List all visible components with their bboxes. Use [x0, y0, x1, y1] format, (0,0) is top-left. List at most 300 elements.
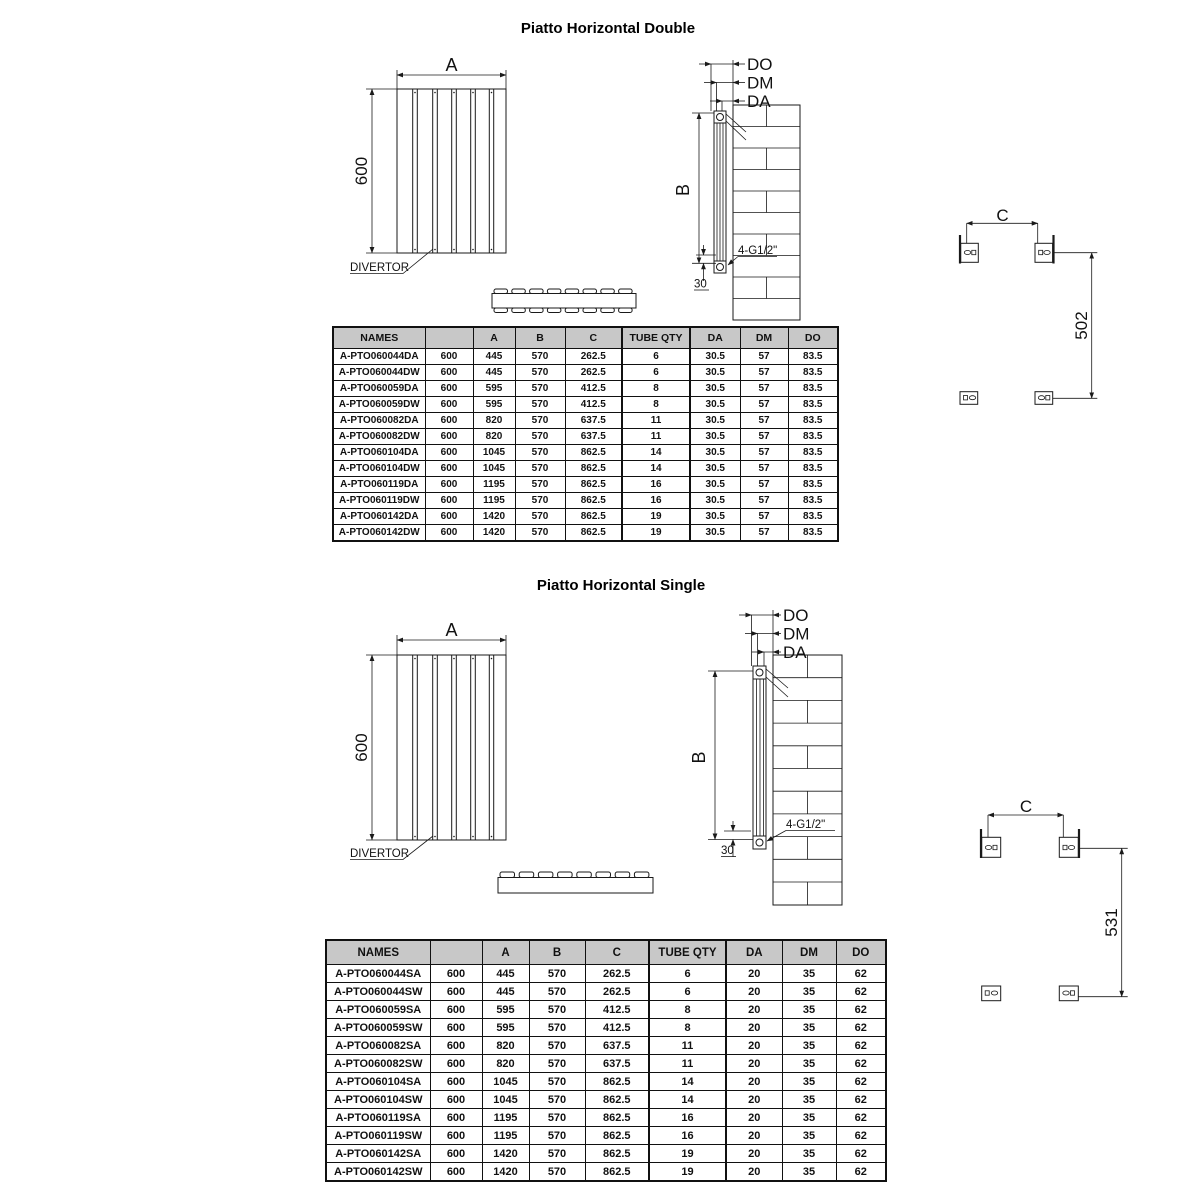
cell-value: 445: [482, 965, 529, 983]
cell-value: 600: [425, 445, 473, 461]
table-row: [333, 525, 838, 542]
connection-label: 4-G1/2": [786, 819, 826, 831]
cell-model-name: A-PTO060044SA: [326, 965, 430, 983]
cell-value: 412.5: [585, 1001, 649, 1019]
cell-value: 35: [782, 1019, 836, 1037]
dim-label-c: C: [1019, 797, 1033, 816]
column-header: NAMES: [333, 327, 425, 349]
cell-value: 862.5: [585, 1145, 649, 1163]
dim-label-30: 30: [694, 278, 707, 291]
cell-value: 570: [515, 461, 565, 477]
column-header: DM: [782, 940, 836, 965]
table-header-row: [333, 327, 838, 349]
cell-value: 62: [836, 1163, 886, 1182]
table-row: [333, 493, 838, 509]
cell-value: 600: [425, 397, 473, 413]
cell-model-name: A-PTO060082SA: [326, 1037, 430, 1055]
dim-label-do: DO: [783, 606, 809, 625]
cell-value: 20: [726, 1145, 782, 1163]
top-view-fins: [500, 872, 649, 878]
cell-model-name: A-PTO060059SA: [326, 1001, 430, 1019]
cell-model-name: A-PTO060059DW: [333, 397, 425, 413]
table-row: [326, 1163, 886, 1182]
front-view-drawing-double: [340, 55, 515, 280]
cell-value: 14: [649, 1073, 726, 1091]
table-row: [326, 983, 886, 1001]
bracket-diagram-double: [953, 203, 1101, 409]
dimension-b: [689, 671, 753, 840]
cell-value: 62: [836, 1019, 886, 1037]
dimension-30: [721, 821, 751, 857]
cell-value: 35: [782, 1037, 836, 1055]
table-row: [326, 1073, 886, 1091]
cell-value: 862.5: [565, 445, 622, 461]
cell-value: 862.5: [565, 525, 622, 542]
top-view-drawing-single: [495, 869, 655, 897]
cell-value: 570: [515, 525, 565, 542]
cell-value: 57: [740, 381, 788, 397]
cell-value: 570: [515, 365, 565, 381]
cell-value: 862.5: [585, 1091, 649, 1109]
dimension-do-dm-da: [739, 606, 809, 666]
cell-value: 20: [726, 1163, 782, 1182]
cell-value: 62: [836, 1055, 886, 1073]
cell-value: 35: [782, 1091, 836, 1109]
cell-value: 600: [430, 1163, 482, 1182]
radiator-front-panel: [397, 89, 506, 253]
table-row: [333, 381, 838, 397]
cell-value: 83.5: [788, 381, 838, 397]
column-header: C: [585, 940, 649, 965]
cell-model-name: A-PTO060044SW: [326, 983, 430, 1001]
cell-value: 570: [529, 1127, 585, 1145]
cell-value: 412.5: [585, 1019, 649, 1037]
wall-bracket-bottom-left: [982, 986, 1001, 1001]
cell-value: 600: [425, 477, 473, 493]
cell-value: 20: [726, 1109, 782, 1127]
cell-value: 20: [726, 1091, 782, 1109]
column-header: NAMES: [326, 940, 430, 965]
cell-value: 83.5: [788, 477, 838, 493]
cell-value: 637.5: [585, 1055, 649, 1073]
cell-model-name: A-PTO060104DW: [333, 461, 425, 477]
cell-value: 16: [649, 1127, 726, 1145]
cell-value: 62: [836, 1001, 886, 1019]
table-row: [333, 461, 838, 477]
column-header: [430, 940, 482, 965]
cell-value: 62: [836, 1091, 886, 1109]
cell-value: 20: [726, 1127, 782, 1145]
divertor-label: DIVERTOR: [350, 262, 410, 274]
cell-value: 862.5: [565, 477, 622, 493]
cell-model-name: A-PTO060142SA: [326, 1145, 430, 1163]
table-row: [326, 1037, 886, 1055]
cell-value: 600: [425, 493, 473, 509]
cell-value: 30.5: [690, 461, 740, 477]
cell-value: 19: [622, 509, 690, 525]
cell-model-name: A-PTO060104SW: [326, 1091, 430, 1109]
divertor-label: DIVERTOR: [350, 848, 410, 860]
cell-value: 30.5: [690, 445, 740, 461]
cell-value: 595: [473, 397, 515, 413]
table-row: [326, 1109, 886, 1127]
cell-model-name: A-PTO060119SW: [326, 1127, 430, 1145]
side-view-drawing-double: [674, 52, 804, 324]
column-header: A: [473, 327, 515, 349]
column-header: DO: [788, 327, 838, 349]
cell-value: 57: [740, 413, 788, 429]
cell-value: 600: [430, 1001, 482, 1019]
cell-value: 1195: [482, 1109, 529, 1127]
cell-value: 412.5: [565, 397, 622, 413]
cell-value: 30.5: [690, 477, 740, 493]
cell-value: 19: [622, 525, 690, 542]
table-row: [326, 1055, 886, 1073]
dim-label-b: B: [689, 751, 709, 764]
spec-table-double: [332, 326, 839, 542]
dimension-do-dm-da: [699, 55, 773, 111]
table-row: [333, 349, 838, 365]
cell-value: 862.5: [585, 1073, 649, 1091]
cell-value: 1195: [473, 493, 515, 509]
cell-value: 16: [622, 493, 690, 509]
cell-value: 600: [430, 1109, 482, 1127]
cell-value: 570: [529, 1019, 585, 1037]
cell-value: 62: [836, 1127, 886, 1145]
cell-value: 570: [529, 1091, 585, 1109]
cell-model-name: A-PTO060059DA: [333, 381, 425, 397]
cell-value: 19: [649, 1163, 726, 1182]
cell-value: 600: [425, 349, 473, 365]
spec-table-single: [325, 939, 887, 1182]
cell-value: 30.5: [690, 525, 740, 542]
dim-label-502: 502: [1072, 311, 1091, 340]
cell-value: 1195: [473, 477, 515, 493]
cell-value: 8: [622, 381, 690, 397]
cell-value: 595: [482, 1019, 529, 1037]
cell-value: 570: [515, 445, 565, 461]
cell-value: 820: [482, 1037, 529, 1055]
cell-value: 445: [482, 983, 529, 1001]
cell-value: 600: [430, 1073, 482, 1091]
cell-value: 30.5: [690, 381, 740, 397]
table-row: [333, 365, 838, 381]
column-header: DA: [690, 327, 740, 349]
cell-model-name: A-PTO060104DA: [333, 445, 425, 461]
cell-value: 16: [622, 477, 690, 493]
cell-value: 35: [782, 965, 836, 983]
connection-label: 4-G1/2": [738, 245, 778, 257]
cell-model-name: A-PTO060082DW: [333, 429, 425, 445]
cell-value: 6: [622, 365, 690, 381]
cell-value: 83.5: [788, 413, 838, 429]
dim-label-da: DA: [747, 92, 771, 111]
cell-value: 83.5: [788, 365, 838, 381]
dimension-502: [1053, 253, 1098, 399]
cell-model-name: A-PTO060082SW: [326, 1055, 430, 1073]
cell-value: 20: [726, 1037, 782, 1055]
column-header: [425, 327, 473, 349]
column-header: C: [565, 327, 622, 349]
cell-value: 862.5: [565, 509, 622, 525]
dimension-531: [1078, 848, 1127, 996]
cell-value: 62: [836, 1145, 886, 1163]
cell-value: 1420: [473, 525, 515, 542]
cell-value: 570: [515, 509, 565, 525]
cell-value: 862.5: [585, 1163, 649, 1182]
table-row: [326, 1127, 886, 1145]
radiator-front-panel: [397, 655, 506, 840]
cell-value: 30.5: [690, 349, 740, 365]
cell-value: 570: [529, 965, 585, 983]
table-row: [333, 413, 838, 429]
cell-value: 35: [782, 1001, 836, 1019]
cell-model-name: A-PTO060104SA: [326, 1073, 430, 1091]
cell-value: 57: [740, 397, 788, 413]
cell-value: 820: [473, 429, 515, 445]
cell-value: 35: [782, 1145, 836, 1163]
cell-value: 600: [425, 413, 473, 429]
cell-model-name: A-PTO060044DA: [333, 349, 425, 365]
dimension-a: [397, 620, 506, 655]
cell-value: 600: [425, 381, 473, 397]
cell-value: 600: [425, 461, 473, 477]
dimension-a: [397, 55, 506, 89]
cell-value: 1420: [482, 1145, 529, 1163]
cell-value: 35: [782, 1055, 836, 1073]
cell-value: 570: [515, 413, 565, 429]
cell-value: 20: [726, 1055, 782, 1073]
radiator-side-profile: [753, 666, 788, 849]
cell-value: 1420: [473, 509, 515, 525]
cell-value: 57: [740, 509, 788, 525]
cell-value: 820: [482, 1055, 529, 1073]
table-row: [333, 429, 838, 445]
cell-value: 14: [649, 1091, 726, 1109]
wall-bracket-bottom-left: [960, 392, 978, 405]
dim-label-dm: DM: [747, 73, 774, 93]
cell-model-name: A-PTO060044DW: [333, 365, 425, 381]
cell-model-name: A-PTO060119DW: [333, 493, 425, 509]
cell-value: 62: [836, 1109, 886, 1127]
cell-value: 637.5: [565, 429, 622, 445]
cell-value: 445: [473, 365, 515, 381]
cell-value: 262.5: [585, 983, 649, 1001]
cell-value: 62: [836, 983, 886, 1001]
cell-value: 83.5: [788, 461, 838, 477]
cell-value: 862.5: [565, 461, 622, 477]
cell-value: 35: [782, 983, 836, 1001]
cell-value: 8: [622, 397, 690, 413]
dimension-600: [352, 655, 397, 840]
cell-value: 595: [482, 1001, 529, 1019]
table-row: [326, 1091, 886, 1109]
cell-value: 570: [515, 429, 565, 445]
cell-value: 62: [836, 1037, 886, 1055]
cell-value: 35: [782, 1127, 836, 1145]
cell-value: 14: [622, 461, 690, 477]
dim-label-a: A: [445, 55, 458, 75]
cell-value: 20: [726, 1001, 782, 1019]
cell-value: 6: [649, 965, 726, 983]
cell-value: 35: [782, 1163, 836, 1182]
table-header-row: [326, 940, 886, 965]
cell-value: 570: [515, 349, 565, 365]
cell-value: 11: [622, 413, 690, 429]
dimension-c: [988, 797, 1063, 838]
cell-value: 57: [740, 365, 788, 381]
table-row: [326, 1145, 886, 1163]
cell-value: 57: [740, 525, 788, 542]
cell-value: 412.5: [565, 381, 622, 397]
dimension-600: [352, 89, 397, 253]
cell-value: 862.5: [565, 493, 622, 509]
cell-value: 30.5: [690, 493, 740, 509]
top-view-body: [492, 294, 636, 309]
dim-label-600: 600: [352, 733, 371, 762]
cell-value: 600: [430, 1145, 482, 1163]
column-header: TUBE QTY: [649, 940, 726, 965]
table-row: [326, 1019, 886, 1037]
cell-value: 83.5: [788, 445, 838, 461]
cell-value: 57: [740, 461, 788, 477]
cell-value: 57: [740, 493, 788, 509]
cell-value: 6: [649, 983, 726, 1001]
front-view-drawing-single: [340, 620, 515, 862]
cell-value: 1420: [482, 1163, 529, 1182]
dim-label-b: B: [673, 183, 693, 197]
cell-value: 862.5: [585, 1109, 649, 1127]
cell-value: 30.5: [690, 413, 740, 429]
cell-value: 570: [515, 397, 565, 413]
cell-model-name: A-PTO060119SA: [326, 1109, 430, 1127]
cell-model-name: A-PTO060142DW: [333, 525, 425, 542]
cell-value: 862.5: [585, 1127, 649, 1145]
section-title-double: Piatto Horizontal Double: [520, 20, 696, 37]
cell-value: 262.5: [585, 965, 649, 983]
cell-value: 16: [649, 1109, 726, 1127]
dim-label-c: C: [996, 206, 1009, 225]
cell-value: 570: [515, 493, 565, 509]
wall-bracket-top-left: [960, 235, 978, 264]
column-header: DA: [726, 940, 782, 965]
dim-label-da: DA: [783, 643, 807, 662]
cell-value: 445: [473, 349, 515, 365]
cell-value: 600: [430, 1037, 482, 1055]
cell-value: 570: [529, 1145, 585, 1163]
cell-value: 595: [473, 381, 515, 397]
cell-value: 1045: [482, 1091, 529, 1109]
cell-value: 6: [622, 349, 690, 365]
table-row: [333, 477, 838, 493]
wall-bracket-top-right: [1059, 829, 1079, 858]
cell-model-name: A-PTO060142SW: [326, 1163, 430, 1182]
cell-value: 1045: [482, 1073, 529, 1091]
cell-value: 62: [836, 965, 886, 983]
dim-label-do: DO: [747, 55, 773, 74]
cell-value: 83.5: [788, 509, 838, 525]
column-header: DO: [836, 940, 886, 965]
section-title-single: Piatto Horizontal Single: [536, 577, 706, 594]
cell-value: 820: [473, 413, 515, 429]
dim-label-600: 600: [352, 156, 371, 186]
dimension-30: [694, 245, 716, 291]
cell-model-name: A-PTO060142DA: [333, 509, 425, 525]
cell-value: 57: [740, 429, 788, 445]
cell-value: 83.5: [788, 429, 838, 445]
table-row: [326, 1001, 886, 1019]
cell-value: 11: [649, 1055, 726, 1073]
cell-value: 570: [529, 1037, 585, 1055]
cell-value: 30.5: [690, 429, 740, 445]
connection-callout: [728, 245, 777, 265]
wall-bracket-top-left: [981, 829, 1001, 858]
cell-value: 600: [430, 965, 482, 983]
cell-value: 600: [430, 1055, 482, 1073]
cell-value: 600: [425, 525, 473, 542]
cell-model-name: A-PTO060082DA: [333, 413, 425, 429]
dim-label-531: 531: [1102, 908, 1121, 937]
cell-value: 570: [529, 1163, 585, 1182]
cell-value: 83.5: [788, 493, 838, 509]
side-view-drawing-single: [689, 598, 846, 910]
cell-value: 600: [430, 1127, 482, 1145]
table-row: [333, 445, 838, 461]
cell-value: 1045: [473, 461, 515, 477]
table-row: [333, 509, 838, 525]
cell-value: 600: [430, 1091, 482, 1109]
table-row: [326, 965, 886, 983]
cell-value: 600: [425, 509, 473, 525]
column-header: DM: [740, 327, 788, 349]
cell-value: 30.5: [690, 365, 740, 381]
cell-value: 262.5: [565, 349, 622, 365]
cell-value: 600: [425, 365, 473, 381]
cell-value: 600: [430, 983, 482, 1001]
cell-value: 570: [529, 1001, 585, 1019]
column-header: B: [515, 327, 565, 349]
cell-value: 83.5: [788, 525, 838, 542]
wall-bracket-bottom-right: [1059, 986, 1078, 1001]
dimension-c: [967, 206, 1038, 243]
cell-value: 62: [836, 1073, 886, 1091]
cell-value: 8: [649, 1001, 726, 1019]
cell-value: 637.5: [585, 1037, 649, 1055]
cell-value: 1195: [482, 1127, 529, 1145]
cell-value: 20: [726, 965, 782, 983]
cell-value: 57: [740, 445, 788, 461]
cell-value: 600: [430, 1019, 482, 1037]
cell-value: 20: [726, 983, 782, 1001]
cell-model-name: A-PTO060059SW: [326, 1019, 430, 1037]
dim-label-dm: DM: [783, 624, 810, 644]
cell-value: 35: [782, 1073, 836, 1091]
top-view-drawing-double: [488, 286, 640, 316]
cell-value: 570: [529, 1055, 585, 1073]
cell-value: 11: [649, 1037, 726, 1055]
dimension-b: [673, 113, 716, 263]
cell-value: 83.5: [788, 349, 838, 365]
cell-value: 570: [529, 983, 585, 1001]
table-row: [333, 397, 838, 413]
cell-value: 8: [649, 1019, 726, 1037]
cell-value: 1045: [473, 445, 515, 461]
cell-value: 570: [529, 1073, 585, 1091]
cell-value: 30.5: [690, 509, 740, 525]
cell-value: 83.5: [788, 397, 838, 413]
column-header: B: [529, 940, 585, 965]
cell-value: 35: [782, 1109, 836, 1127]
